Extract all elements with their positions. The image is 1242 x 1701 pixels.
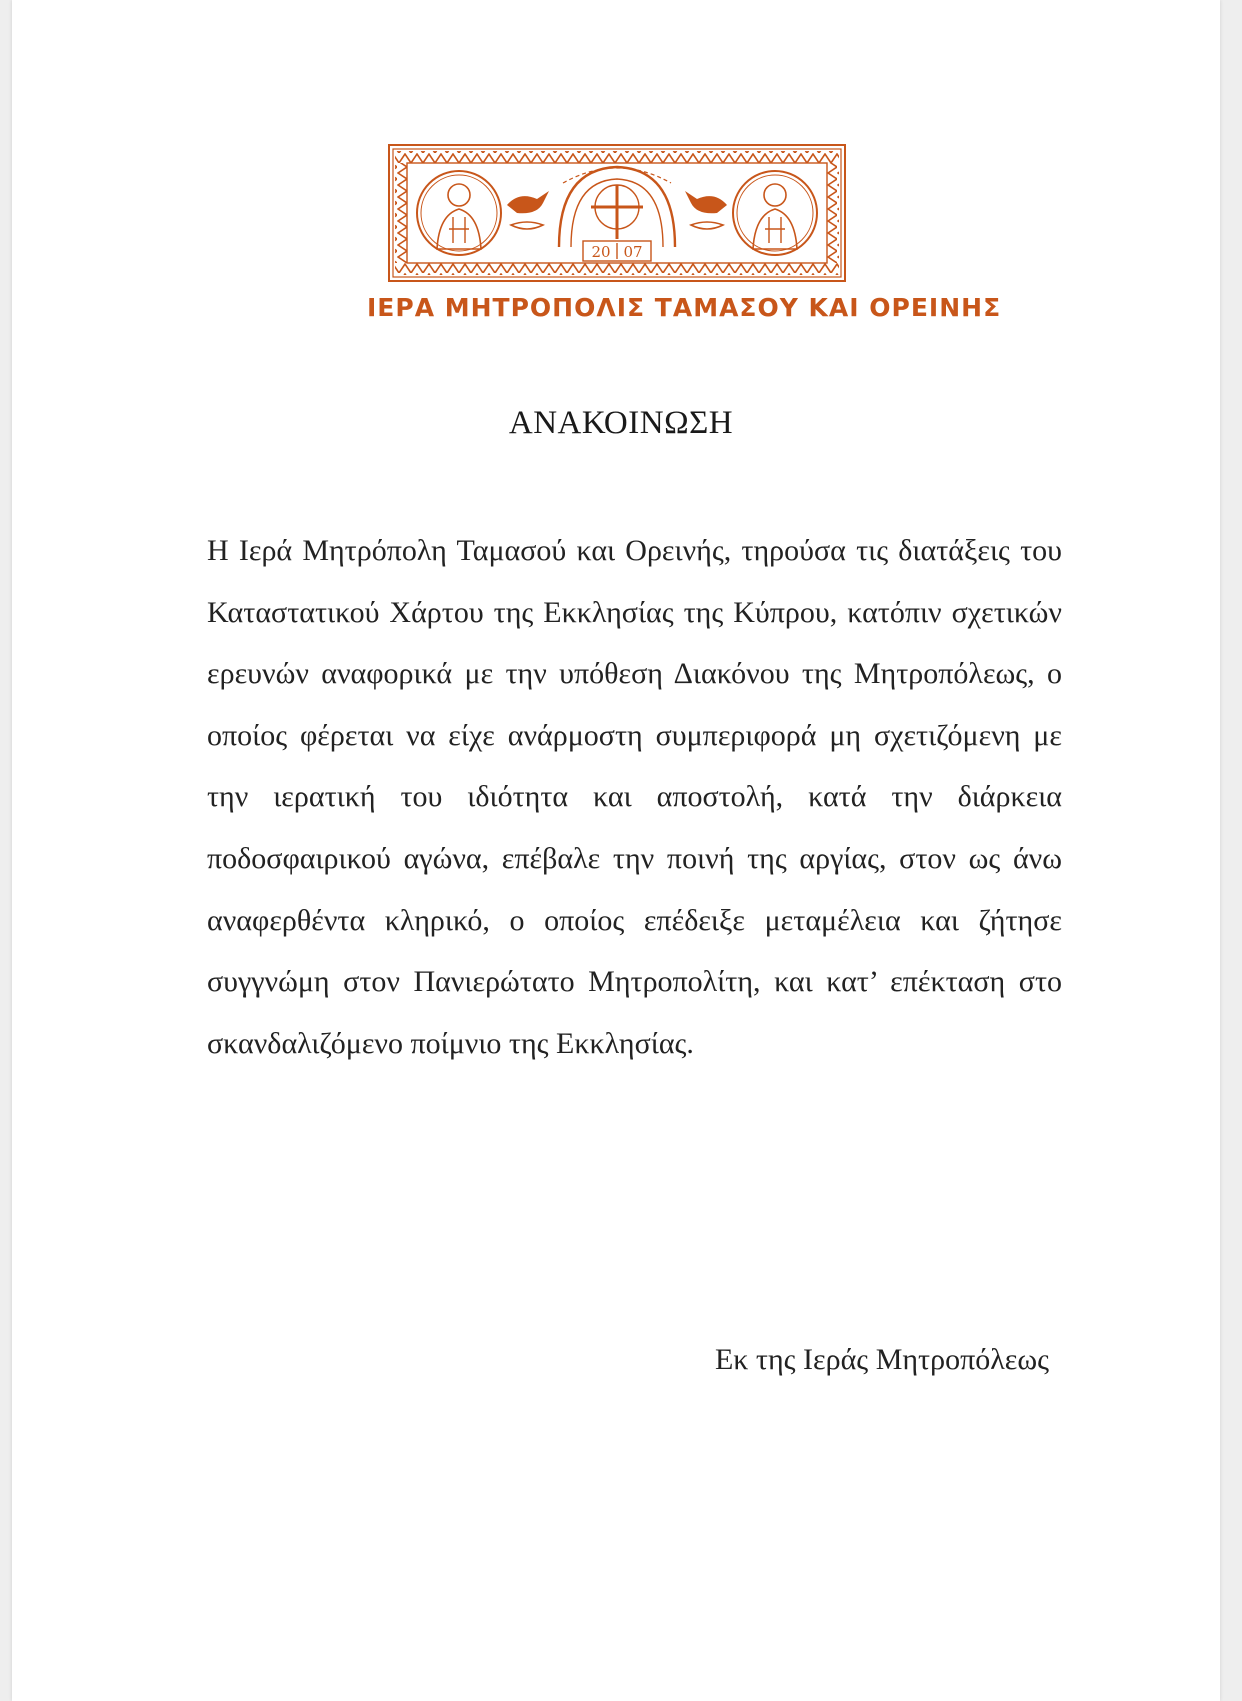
signature-line: Εκ της Ιεράς Μητροπόλεως [714,1343,1049,1376]
metropolis-emblem-icon [387,143,847,283]
emblem-year-left: 20 [591,243,611,261]
letterhead [367,143,1002,343]
announcement-body: Η Ιερά Μητρόπολη Ταμασού και Ορεινής, τηρούσα τις διατάξεις του Καταστατικού Χάρτου της Εκκλησίας της Κύπρου, κατόπιν σχετικών ερευνών αναφορικά με την υπόθεση Διακόνου της Μητροπόλεως, ο οποίος φέρεται να είχε ανάρμοστη συμπεριφορά μη σχετιζόμενη με την ιερατική του ιδιότητα και αποστολή, κατά την διάρκεια ποδοσφαιρικού αγώνα, επέβαλε την ποινή της αργίας, στον ως άνω αναφερθέντα κληρικό, ο οποίος επέδειξε μεταμέλεια και ζήτησε συγγνώμη στον Πανιερώτατο Μητροπολίτη, και κατ’ επέκταση στο σκανδαλιζόμενο ποίμνιο της Εκκλησίας. [207,534,1062,1060]
emblem-year-right: 07 [623,243,643,261]
document-title: ΑΝΑΚΟΙΝΩΣΗ [508,405,734,441]
metropolis-name: ΙΕΡΑ ΜΗΤΡΟΠΟΛΙΣ ΤΑΜΑΣΟΥ ΚΑΙ ΟΡΕΙΝΗΣ [367,293,1002,322]
document-page [12,0,1220,1701]
